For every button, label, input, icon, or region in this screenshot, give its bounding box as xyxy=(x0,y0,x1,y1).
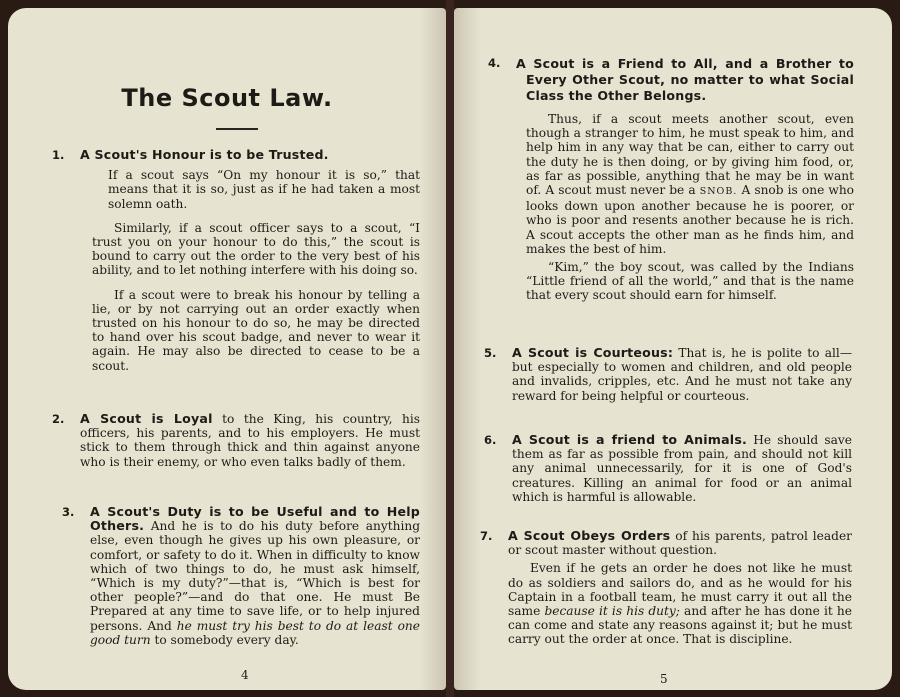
law-paragraph: If a scout were to break his honour by telling a lie, or by not carrying out an order exactly when trusted on his honour to do so, he may be directed to hand over his scout badge, and never to wear it again. He may also be directed to cease to be a scout. xyxy=(92,287,420,373)
right-page xyxy=(454,8,892,690)
law-heading: A Scout is Courteous: xyxy=(512,345,674,360)
title-rule xyxy=(216,128,258,130)
law-paragraph: If a scout says “On my honour it is so,” that means that it is so, just as if he had taken a most solemn oath. xyxy=(108,168,420,211)
law-number: 2. xyxy=(52,412,65,426)
page-title: The Scout Law. xyxy=(121,84,333,112)
law-paragraph: Similarly, if a scout officer says to a scout, “I trust you on your honour to do this,” the scout is bound to carry out the order to the very best of his ability, and to let nothing interfere with his doing so. xyxy=(92,220,420,278)
law-number: 7. xyxy=(480,529,493,543)
law-paragraph: “Kim,” the boy scout, was called by the Indians “Little friend of all the world,” and that is the name that every scout should earn for himself. xyxy=(526,260,854,303)
law-paragraph xyxy=(526,112,854,256)
law-text: He should save them as far as possible from pain, and should not kill any animal unnecessarily, for it is one of God's creatures. Killing an animal for food or an animal which is harmful is allowable. xyxy=(512,433,853,504)
law-4 xyxy=(488,56,855,303)
left-page xyxy=(8,8,446,690)
law-7 xyxy=(480,528,852,647)
snob-word: SNOB. xyxy=(699,186,738,198)
law-text: That is, he is polite to all—but especially to women and children, and old people and invalids, cripples, etc. And he must not take any reward for being helpful or courteous. xyxy=(512,346,853,403)
law-heading: A Scout is Loyal xyxy=(80,411,213,426)
law-heading: A Scout is a Friend to All, and a Brother to Every Other Scout, no matter to what Social Class the Other Belongs. xyxy=(516,56,854,103)
law-1 xyxy=(52,147,420,373)
law-text: A snob is one who looks down upon another because he is poorer, or who is poor and resents another because he is rich. A scout accepts the other man as he finds him, and makes the best of him. xyxy=(526,183,855,256)
law-2 xyxy=(52,411,421,469)
law-number: 6. xyxy=(484,433,497,447)
law-3 xyxy=(62,504,420,647)
law-text: And he is to do his duty before anything else, even though he gives up his own pleasure, or comfort, or safety to do it. When in difficulty to know which of two things to do, he must ask himself, “Which is my duty?”—that is, “Which is best for other people?”—and do that one. He must Be Prepared at any time to save life, or to help injured persons. And xyxy=(90,519,420,633)
law-5 xyxy=(484,345,853,403)
law-heading: A Scout's Honour is to be Trusted. xyxy=(80,147,329,162)
law-italic-text: because it is his duty; xyxy=(544,604,680,619)
page-number: 5 xyxy=(660,672,668,686)
law-number: 3. xyxy=(62,505,75,519)
law-italic-text: he must try his best to do at least one good turn xyxy=(90,618,420,647)
law-text: to the King, his country, his officers, his parents, and to his employers. He must stick to them through thick and thin against anyone who is their enemy, or who even talks badly of them. xyxy=(80,412,421,469)
law-6 xyxy=(484,432,853,504)
law-number: 4. xyxy=(488,56,501,70)
law-text-tail: to somebody every day. xyxy=(154,632,299,647)
law-number: 1. xyxy=(52,148,65,162)
law-text: of his parents, patrol leader or scout master without question. xyxy=(508,529,852,558)
law-text: Thus, if a scout meets another scout, even though a stranger to him, he must speak to him, and help him in any way that be can, either to carry out the duty he is then doing, or by giving him food, or, as far as possible, anything that he may be in want of. A scout must never be a xyxy=(526,112,854,198)
law-text: Even if he gets an order he does not like he must do as soldiers and sailors do, and as he would for his Captain in a football team, he must carry it out all the same xyxy=(508,561,852,619)
law-paragraph xyxy=(508,561,852,646)
law-heading: A Scout's Duty is to be Useful and to Help Others. xyxy=(90,504,420,534)
law-text: and after he has done it he can come and state any reasons against it; but he must carry out the order at once. That is discipline. xyxy=(508,604,852,647)
page-number: 4 xyxy=(241,668,249,682)
law-heading: A Scout is a friend to Animals. xyxy=(512,432,748,447)
book-spine xyxy=(446,0,454,697)
law-number: 5. xyxy=(484,346,497,360)
law-heading: A Scout Obeys Orders xyxy=(508,528,671,543)
